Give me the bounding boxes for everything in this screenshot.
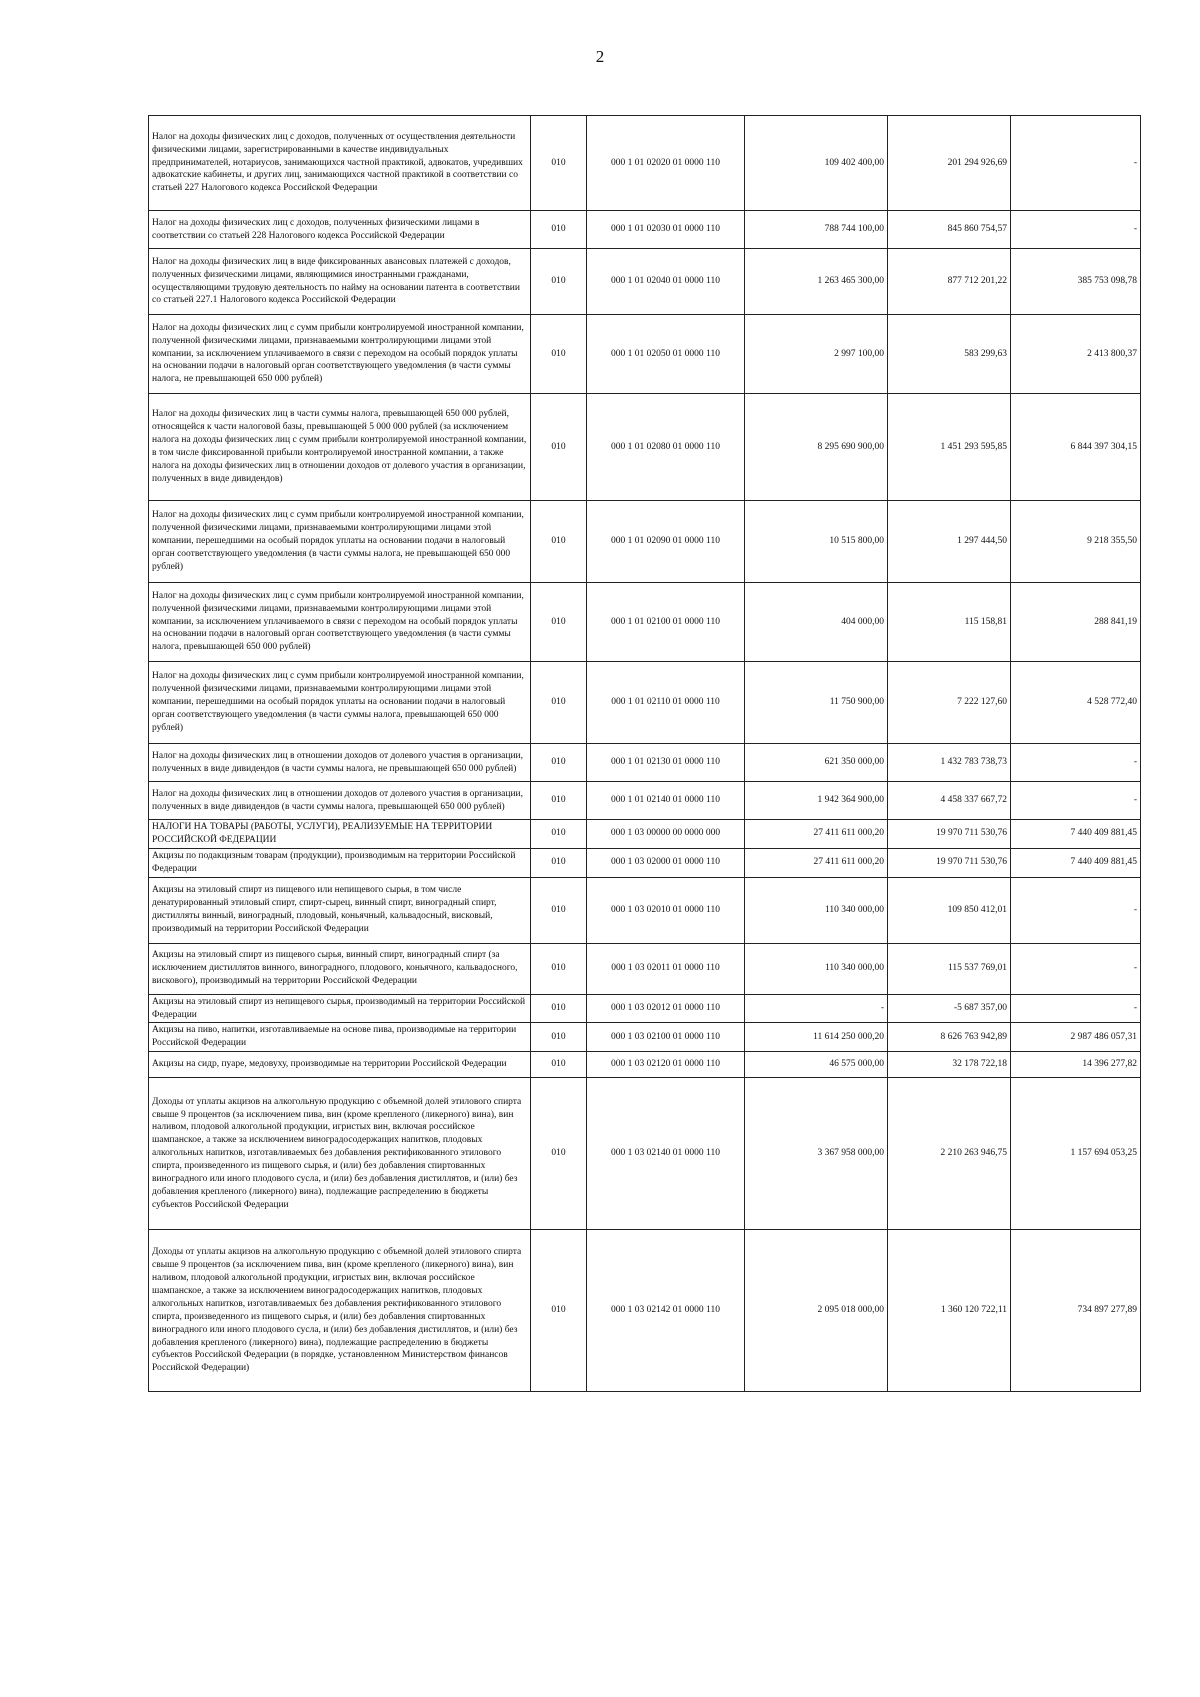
table-row <box>149 744 1141 782</box>
row-budget-code: 000 1 01 02020 01 0000 110 <box>587 116 745 211</box>
row-remainder-amount: - <box>1011 782 1141 820</box>
table-row <box>149 1230 1141 1392</box>
row-remainder-amount: 9 218 355,50 <box>1011 501 1141 583</box>
row-budget-code: 000 1 03 02140 01 0000 110 <box>587 1078 745 1230</box>
row-remainder-amount: 2 413 800,37 <box>1011 315 1141 394</box>
row-description: Налог на доходы физических лиц с доходов, полученных физическими лицами в соответствии со статьей 228 Налогового кодекса Российской Федерации <box>149 211 531 249</box>
row-remainder-amount: - <box>1011 943 1141 994</box>
row-line-code: 010 <box>531 994 587 1023</box>
row-line-code: 010 <box>531 1052 587 1078</box>
row-executed-amount: 109 850 412,01 <box>888 877 1011 943</box>
row-approved-amount: 11 614 250 000,20 <box>745 1023 888 1052</box>
row-budget-code: 000 1 03 02000 01 0000 110 <box>587 848 745 877</box>
row-budget-code: 000 1 01 02130 01 0000 110 <box>587 744 745 782</box>
row-remainder-amount: 7 440 409 881,45 <box>1011 848 1141 877</box>
row-line-code: 010 <box>531 249 587 315</box>
row-line-code: 010 <box>531 315 587 394</box>
table-row <box>149 394 1141 501</box>
table-row <box>149 943 1141 994</box>
row-remainder-amount: 4 528 772,40 <box>1011 662 1141 744</box>
row-description: Акцизы на этиловый спирт из пищевого или непищевого сырья, в том числе денатурированный этиловый спирт, спирт-сырец, винный спирт, виноградный спирт, дистилляты винный, виноградный, плодовый, коньячный, кальвадосный, висковый, производимый на территории Российской Федерации <box>149 877 531 943</box>
row-executed-amount: 583 299,63 <box>888 315 1011 394</box>
row-description: Доходы от уплаты акцизов на алкогольную продукцию с объемной долей этилового спирта свыше 9 процентов (за исключением пива, вин (кроме крепленого (ликерного) вина), вин наливом, плодовой алкогольной продукции, игристых вин, включая российское шампанское, а также за исключением виноградосодержащих напитков, плодовых алкогольных напитков, изготавливаемых без добавления ректификованного этилового спирта, произведенного из пищевого сырья, и (или) без добавления спиртованных виноградного или иного плодового сусла, и (или) без добавления дистиллятов, и (или) без добавления крепленого (ликерного) вина), подлежащие распределению в бюджеты субъектов Российской Федерации (в порядке, установленном Министерством финансов Российской Федерации) <box>149 1230 531 1392</box>
row-executed-amount: 1 451 293 595,85 <box>888 394 1011 501</box>
row-description: Акцизы на сидр, пуаре, медовуху, производимые на территории Российской Федерации <box>149 1052 531 1078</box>
table-row <box>149 848 1141 877</box>
table-row <box>149 501 1141 583</box>
row-budget-code: 000 1 03 02142 01 0000 110 <box>587 1230 745 1392</box>
row-remainder-amount: 385 753 098,78 <box>1011 249 1141 315</box>
row-approved-amount: 621 350 000,00 <box>745 744 888 782</box>
row-approved-amount: 109 402 400,00 <box>745 116 888 211</box>
row-line-code: 010 <box>531 848 587 877</box>
table-row <box>149 820 1141 849</box>
row-remainder-amount: 1 157 694 053,25 <box>1011 1078 1141 1230</box>
row-approved-amount: 1 263 465 300,00 <box>745 249 888 315</box>
row-line-code: 010 <box>531 820 587 849</box>
row-budget-code: 000 1 01 02100 01 0000 110 <box>587 583 745 662</box>
row-description: Налог на доходы физических лиц в отношении доходов от долевого участия в организации, полученных в виде дивидендов (в части суммы налога, не превышающей 650 000 рублей) <box>149 744 531 782</box>
row-executed-amount: 32 178 722,18 <box>888 1052 1011 1078</box>
row-approved-amount: - <box>745 994 888 1023</box>
row-remainder-amount: - <box>1011 877 1141 943</box>
row-approved-amount: 3 367 958 000,00 <box>745 1078 888 1230</box>
table-row <box>149 662 1141 744</box>
row-line-code: 010 <box>531 782 587 820</box>
row-remainder-amount: 288 841,19 <box>1011 583 1141 662</box>
row-description: Налог на доходы физических лиц в отношении доходов от долевого участия в организации, полученных в виде дивидендов (в части суммы налога, превышающей 650 000 рублей) <box>149 782 531 820</box>
row-executed-amount: 8 626 763 942,89 <box>888 1023 1011 1052</box>
row-description: Налог на доходы физических лиц в виде фиксированных авансовых платежей с доходов, полученных физическими лицами, являющимися иностранными гражданами, осуществляющими трудовую деятельность по найму на основании патента в соответствии со статьей 227.1 Налогового кодекса Российской Федерации <box>149 249 531 315</box>
row-remainder-amount: - <box>1011 116 1141 211</box>
row-approved-amount: 10 515 800,00 <box>745 501 888 583</box>
table-row <box>149 782 1141 820</box>
row-executed-amount: 1 360 120 722,11 <box>888 1230 1011 1392</box>
row-remainder-amount: 14 396 277,82 <box>1011 1052 1141 1078</box>
row-approved-amount: 8 295 690 900,00 <box>745 394 888 501</box>
row-description: Доходы от уплаты акцизов на алкогольную продукцию с объемной долей этилового спирта свыше 9 процентов (за исключением пива, вин (кроме крепленого (ликерного) вина), вин наливом, плодовой алкогольной продукции, игристых вин, включая российское шампанское, а также за исключением виноградосодержащих напитков, плодовых алкогольных напитков, изготавливаемых без добавления ректификованного этилового спирта, произведенного из пищевого сырья, и (или) без добавления спиртованных виноградного или иного плодового сусла, и (или) без добавления дистиллятов, и (или) без добавления крепленого (ликерного) вина), подлежащие распределению в бюджеты субъектов Российской Федерации <box>149 1078 531 1230</box>
table-row <box>149 877 1141 943</box>
row-description: Налог на доходы физических лиц с доходов, полученных от осуществления деятельности физическими лицами, зарегистрированными в качестве индивидуальных предпринимателей, нотариусов, занимающихся частной практикой, адвокатов, учредивших адвокатские кабинеты, и других лиц, занимающихся частной практикой в соответствии со статьей 227 Налогового кодекса Российской Федерации <box>149 116 531 211</box>
row-line-code: 010 <box>531 877 587 943</box>
row-executed-amount: -5 687 357,00 <box>888 994 1011 1023</box>
row-budget-code: 000 1 03 00000 00 0000 000 <box>587 820 745 849</box>
table-row <box>149 583 1141 662</box>
table-body <box>149 116 1141 1392</box>
row-budget-code: 000 1 03 02011 01 0000 110 <box>587 943 745 994</box>
row-remainder-amount: 7 440 409 881,45 <box>1011 820 1141 849</box>
row-remainder-amount: 734 897 277,89 <box>1011 1230 1141 1392</box>
row-executed-amount: 1 297 444,50 <box>888 501 1011 583</box>
row-approved-amount: 11 750 900,00 <box>745 662 888 744</box>
row-budget-code: 000 1 01 02110 01 0000 110 <box>587 662 745 744</box>
row-budget-code: 000 1 03 02100 01 0000 110 <box>587 1023 745 1052</box>
row-budget-code: 000 1 03 02010 01 0000 110 <box>587 877 745 943</box>
row-line-code: 010 <box>531 662 587 744</box>
row-description: Акцизы на пиво, напитки, изготавливаемые на основе пива, производимые на территории Российской Федерации <box>149 1023 531 1052</box>
row-budget-code: 000 1 01 02040 01 0000 110 <box>587 249 745 315</box>
row-approved-amount: 788 744 100,00 <box>745 211 888 249</box>
row-remainder-amount: - <box>1011 994 1141 1023</box>
row-approved-amount: 46 575 000,00 <box>745 1052 888 1078</box>
row-description: Акцизы по подакцизным товарам (продукции), производимым на территории Российской Федерации <box>149 848 531 877</box>
row-remainder-amount: - <box>1011 211 1141 249</box>
row-executed-amount: 115 158,81 <box>888 583 1011 662</box>
row-line-code: 010 <box>531 394 587 501</box>
row-approved-amount: 27 411 611 000,20 <box>745 848 888 877</box>
row-description: Налог на доходы физических лиц с сумм прибыли контролируемой иностранной компании, полученной физическими лицами, признаваемыми контролирующими лицами этой компании, за исключением уплачиваемого в связи с переходом на особый порядок уплаты на основании подачи в налоговый орган соответствующего уведомления (в части суммы налога, не превышающей 650 000 рублей) <box>149 315 531 394</box>
row-description: НАЛОГИ НА ТОВАРЫ (РАБОТЫ, УСЛУГИ), РЕАЛИЗУЕМЫЕ НА ТЕРРИТОРИИ РОССИЙСКОЙ ФЕДЕРАЦИИ <box>149 820 531 849</box>
row-approved-amount: 1 942 364 900,00 <box>745 782 888 820</box>
row-line-code: 010 <box>531 1230 587 1392</box>
row-executed-amount: 19 970 711 530,76 <box>888 820 1011 849</box>
row-budget-code: 000 1 01 02090 01 0000 110 <box>587 501 745 583</box>
row-budget-code: 000 1 01 02140 01 0000 110 <box>587 782 745 820</box>
row-approved-amount: 27 411 611 000,20 <box>745 820 888 849</box>
row-description: Налог на доходы физических лиц в части суммы налога, превышающей 650 000 рублей, относящейся к части налоговой базы, превышающей 5 000 000 рублей (за исключением налога на доходы физических лиц с сумм прибыли контролируемой иностранной компании, в том числе фиксированной прибыли контролируемой иностранной компании, а также налога на доходы физических лиц в отношении доходов от долевого участия в организации, полученных в виде дивидендов) <box>149 394 531 501</box>
row-line-code: 010 <box>531 1023 587 1052</box>
row-line-code: 010 <box>531 116 587 211</box>
row-description: Акцизы на этиловый спирт из пищевого сырья, винный спирт, виноградный спирт (за исключением дистиллятов винного, виноградного, плодового, коньячного, кальвадосного, вискового), производимый на территории Российской Федерации <box>149 943 531 994</box>
row-approved-amount: 404 000,00 <box>745 583 888 662</box>
row-approved-amount: 110 340 000,00 <box>745 877 888 943</box>
row-description: Налог на доходы физических лиц с сумм прибыли контролируемой иностранной компании, полученной физическими лицами, признаваемыми контролирующими лицами этой компании, перешедшими на особый порядок уплаты на основании подачи в налоговый орган соответствующего уведомления (в части суммы налога, не превышающей 650 000 рублей) <box>149 501 531 583</box>
row-executed-amount: 1 432 783 738,73 <box>888 744 1011 782</box>
row-remainder-amount: - <box>1011 744 1141 782</box>
row-line-code: 010 <box>531 501 587 583</box>
page-number: 2 <box>595 47 605 66</box>
row-budget-code: 000 1 01 02030 01 0000 110 <box>587 211 745 249</box>
table-row <box>149 994 1141 1023</box>
row-description: Налог на доходы физических лиц с сумм прибыли контролируемой иностранной компании, полученной физическими лицами, признаваемыми контролирующими лицами этой компании, перешедшими на особый порядок уплаты на основании подачи в налоговый орган соответствующего уведомления (в части суммы налога, превышающей 650 000 рублей) <box>149 662 531 744</box>
table-row <box>149 315 1141 394</box>
row-approved-amount: 2 095 018 000,00 <box>745 1230 888 1392</box>
row-line-code: 010 <box>531 211 587 249</box>
row-approved-amount: 110 340 000,00 <box>745 943 888 994</box>
row-budget-code: 000 1 03 02120 01 0000 110 <box>587 1052 745 1078</box>
row-executed-amount: 877 712 201,22 <box>888 249 1011 315</box>
row-budget-code: 000 1 01 02050 01 0000 110 <box>587 315 745 394</box>
table-row <box>149 1052 1141 1078</box>
row-line-code: 010 <box>531 1078 587 1230</box>
table-row <box>149 211 1141 249</box>
row-executed-amount: 201 294 926,69 <box>888 116 1011 211</box>
row-line-code: 010 <box>531 943 587 994</box>
row-executed-amount: 4 458 337 667,72 <box>888 782 1011 820</box>
row-executed-amount: 19 970 711 530,76 <box>888 848 1011 877</box>
row-remainder-amount: 6 844 397 304,15 <box>1011 394 1141 501</box>
row-line-code: 010 <box>531 744 587 782</box>
row-budget-code: 000 1 01 02080 01 0000 110 <box>587 394 745 501</box>
row-executed-amount: 845 860 754,57 <box>888 211 1011 249</box>
row-executed-amount: 7 222 127,60 <box>888 662 1011 744</box>
row-description: Налог на доходы физических лиц с сумм прибыли контролируемой иностранной компании, полученной физическими лицами, признаваемыми контролирующими лицами этой компании, за исключением уплачиваемого в связи с переходом на особый порядок уплаты на основании подачи в налоговый орган соответствующего уведомления (в части суммы налога, превышающей 650 000 рублей) <box>149 583 531 662</box>
row-line-code: 010 <box>531 583 587 662</box>
row-budget-code: 000 1 03 02012 01 0000 110 <box>587 994 745 1023</box>
row-description: Акцизы на этиловый спирт из непищевого сырья, производимый на территории Российской Федерации <box>149 994 531 1023</box>
table-row <box>149 1023 1141 1052</box>
row-executed-amount: 2 210 263 946,75 <box>888 1078 1011 1230</box>
row-remainder-amount: 2 987 486 057,31 <box>1011 1023 1141 1052</box>
table-row <box>149 116 1141 211</box>
revenue-table <box>148 115 1141 1392</box>
row-approved-amount: 2 997 100,00 <box>745 315 888 394</box>
row-executed-amount: 115 537 769,01 <box>888 943 1011 994</box>
table-row <box>149 1078 1141 1230</box>
table-row <box>149 249 1141 315</box>
